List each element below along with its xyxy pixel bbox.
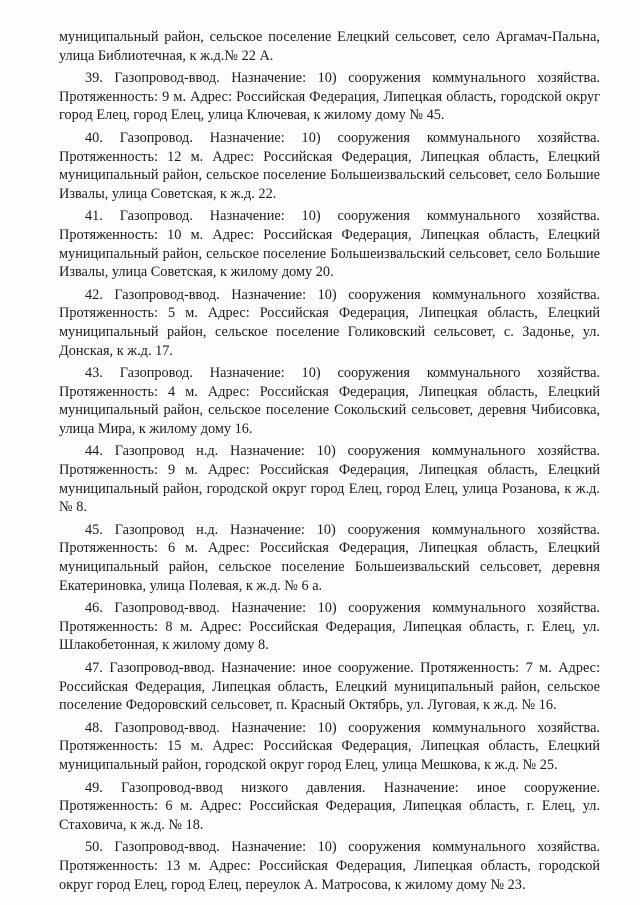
paragraph-item-50: 50. Газопровод-ввод. Назначение: 10) сооружения коммунального хозяйства. Протяженность: 13 м. Адрес: Российская Федерация, Липецкая область, городской округ город Елец, город Елец, переулок А. Матросова, к жилому дому № 23.	[59, 839, 600, 893]
paragraph-item-44: 44. Газопровод н.д. Назначение: 10) сооружения коммунального хозяйства. Протяженность: 9 м. Адрес: Российская Федерация, Липецкая область, Елецкий муниципальный район, городской округ город Елец, город Елец, улица Розанова, к ж.д. № 8.	[59, 443, 600, 516]
paragraph-item-45: 45. Газопровод н.д. Назначение: 10) сооружения коммунального хозяйства. Протяженность: 6 м. Адрес: Российская Федерация, Липецкая область, Елецкий муниципальный район, сельское поселение Большеизвальский сельсовет, деревня Екатериновка, улица Полевая, к ж.д. № 6 а.	[59, 521, 600, 594]
paragraph-item-43: 43. Газопровод. Назначение: 10) сооружения коммунального хозяйства. Протяженность: 4 м. Адрес: Российская Федерация, Липецкая область, Елецкий муниципальный район, сельское поселение Сокольский сельсовет, деревня Чибисовка, улица Мира, к жилому дому 16.	[59, 365, 600, 437]
paragraph-item-47: 47. Газопровод-ввод. Назначение: иное сооружение. Протяженность: 7 м. Адрес: Российская Федерация, Липецкая область, Елецкий муниципальный район, сельское поселение Федоровский сельсовет, п. Красный Октябрь, ул. Луговая, к ж.д. № 16.	[59, 660, 600, 714]
paragraph-item-48: 48. Газопровод-ввод. Назначение: 10) сооружения коммунального хозяйства. Протяженность: 15 м. Адрес: Российская Федерация, Липецкая область, Елецкий муниципальный район, городской округ город Елец, улица Мешкова, к ж.д. № 25.	[59, 719, 600, 773]
paragraph-item-39: 39. Газопровод-ввод. Назначение: 10) сооружения коммунального хозяйства. Протяженность: 9 м. Адрес: Российская Федерация, Липецкая область, городской округ город Елец, город Елец, улица Ключевая, к жилому дому № 45.	[59, 70, 600, 124]
paragraph-continuation: муниципальный район, сельское поселение Елецкий сельсовет, село Аргамач-Пальна, улица Библиотечная, к ж.д.№ 22 А.	[59, 29, 600, 64]
paragraph-item-40: 40. Газопровод. Назначение: 10) сооружения коммунального хозяйства. Протяженность: 12 м. Адрес: Российская Федерация, Липецкая область, Елецкий муниципальный район, сельское поселение Большеизвальский сельсовет, село Большие Извалы, улица Советская, к ж.д. 22.	[59, 129, 600, 202]
paragraph-item-46: 46. Газопровод-ввод. Назначение: 10) сооружения коммунального хозяйства. Протяженность: 8 м. Адрес: Российская Федерация, Липецкая область, г. Елец, ул. Шлакобетонная, к жилому дому 8.	[59, 600, 600, 654]
document-body	[59, 28, 600, 898]
paragraph-item-41: 41. Газопровод. Назначение: 10) сооружения коммунального хозяйства. Протяженность: 10 м. Адрес: Российская Федерация, Липецкая область, Елецкий муниципальный район, сельское поселение Большеизвальский сельсовет, село Большие Извалы, улица Советская, к жилому дому 20.	[59, 208, 600, 281]
paragraph-item-49: 49. Газопровод-ввод низкого давления. Назначение: иное сооружение. Протяженность: 6 м. Адрес: Российская Федерация, Липецкая область, г. Елец, ул. Стаховича, к ж.д. № 18.	[59, 779, 600, 833]
paragraph-item-42: 42. Газопровод-ввод. Назначение: 10) сооружения коммунального хозяйства. Протяженность: 5 м. Адрес: Российская Федерация, Липецкая область, Елецкий муниципальный район, сельское поселение Голиковский сельсовет, с. Задонье, ул. Донская, к ж.д. 17.	[59, 286, 600, 359]
